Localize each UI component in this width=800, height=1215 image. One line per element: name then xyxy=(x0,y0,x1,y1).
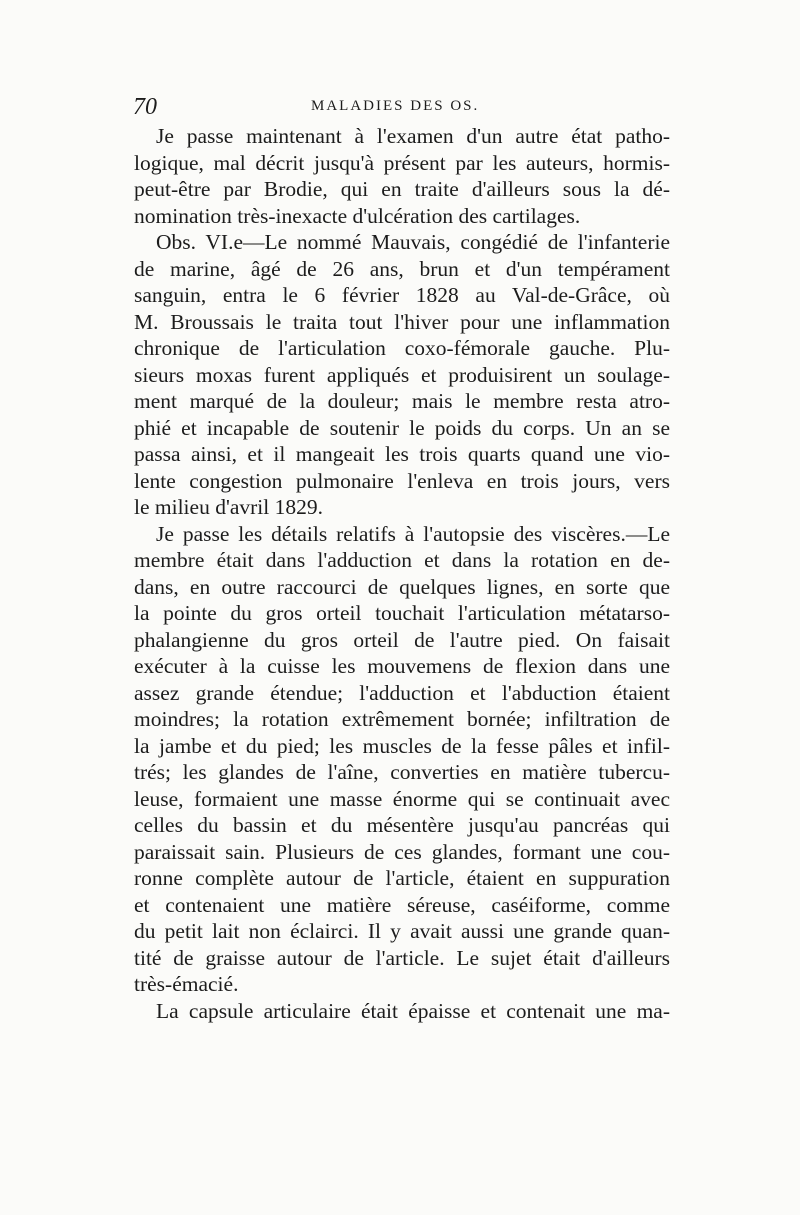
text-line: sanguin, entra le 6 février 1828 au Val-de-Grâce, où xyxy=(134,283,670,307)
text-line: phié et incapable de soutenir le poids du corps. Un an se xyxy=(134,415,670,440)
text-line: moindres; la rotation extrêmement bornée; infiltration de xyxy=(134,707,670,731)
page-header xyxy=(133,94,673,124)
text-line: celles du bassin et du mésentère jusqu'au pancréas qui xyxy=(134,813,670,837)
text-line: paraissait sain. Plusieurs de ces glandes, formant une cou- xyxy=(134,839,670,864)
text-line: leuse, formaient une masse énorme qui se continuait avec xyxy=(134,786,670,811)
text-line: très-émacié. xyxy=(134,972,239,996)
text-line: M. Broussais le traita tout l'hiver pour une inflammation xyxy=(134,309,670,334)
text-line: trés; les glandes de l'aîne, converties en matière tubercu- xyxy=(134,760,670,784)
text-line: phalangienne du gros orteil de l'autre pied. On faisait xyxy=(134,627,670,652)
text-line: et contenaient une matière séreuse, caséiforme, comme xyxy=(134,892,670,917)
text-line: chronique de l'articulation coxo-fémorale gauche. Plu- xyxy=(134,336,670,360)
text-line: Obs. VI.e—Le nommé Mauvais, congédié de l'infanterie xyxy=(156,230,670,254)
text-line: lente congestion pulmonaire l'enleva en trois jours, vers xyxy=(134,468,670,493)
text-line: du petit lait non éclairci. Il y avait aussi une grande quan- xyxy=(134,919,670,943)
running-title: MALADIES DES OS. xyxy=(311,98,480,114)
text-line: la pointe du gros orteil touchait l'articulation métatarso- xyxy=(134,601,670,625)
text-line: la jambe et du pied; les muscles de la fesse pâles et infil- xyxy=(134,733,670,758)
text-line: logique, mal décrit jusqu'à présent par les auteurs, hormis- xyxy=(134,150,670,175)
text-line: Je passe maintenant à l'examen d'un autre état patho- xyxy=(156,124,670,148)
text-line: assez grande étendue; l'adduction et l'abduction étaient xyxy=(134,680,670,705)
text-line: sieurs moxas furent appliqués et produisirent un soulage- xyxy=(134,362,670,387)
text-line: nomination très-inexacte d'ulcération des cartilages. xyxy=(134,203,581,228)
text-line: exécuter à la cuisse les mouvemens de flexion dans une xyxy=(134,654,670,678)
text-line: tité de graisse autour de l'article. Le sujet était d'ailleurs xyxy=(134,945,670,970)
body-text xyxy=(134,123,670,1024)
text-line: ment marqué de la douleur; mais le membre resta atro- xyxy=(134,389,670,413)
text-line: dans, en outre raccourci de quelques lignes, en sorte que xyxy=(134,574,670,599)
text-line: passa ainsi, et il mangeait les trois quarts quand une vio- xyxy=(134,442,670,466)
text-line: Je passe les détails relatifs à l'autopsie des viscères.—Le xyxy=(156,521,670,546)
text-line: de marine, âgé de 26 ans, brun et d'un tempérament xyxy=(134,256,670,281)
text-line: le milieu d'avril 1829. xyxy=(134,495,323,519)
text-line: peut-être par Brodie, qui en traite d'ailleurs sous la dé- xyxy=(134,177,670,201)
text-line: membre était dans l'adduction et dans la rotation en de- xyxy=(134,548,670,572)
page-number: 70 xyxy=(133,94,157,120)
text-line: ronne complète autour de l'article, étaient en suppuration xyxy=(134,866,670,890)
text-line: La capsule articulaire était épaisse et contenait une ma- xyxy=(156,998,670,1023)
